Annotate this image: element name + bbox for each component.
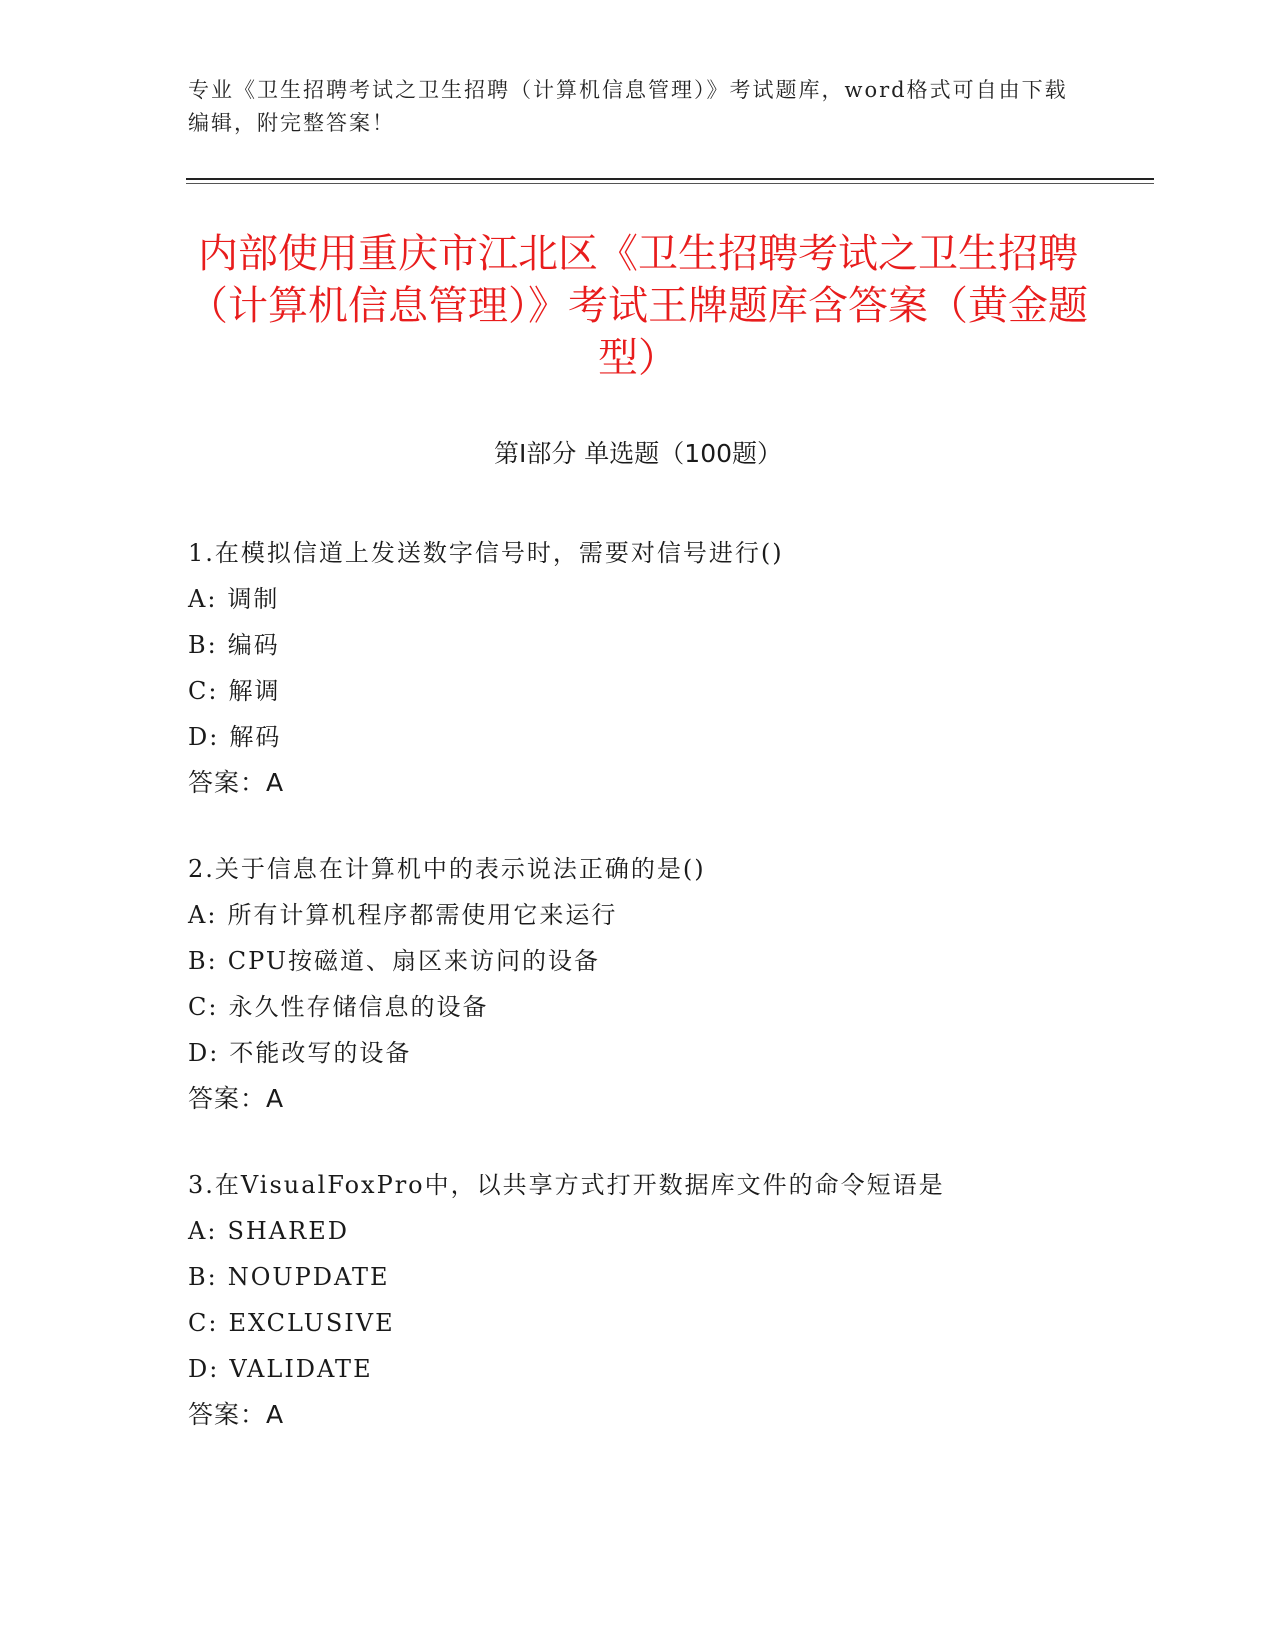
option-text: 不能改写的设备: [229, 1039, 412, 1067]
question-stem: 1.在模拟信道上发送数字信号时，需要对信号进行(): [188, 539, 784, 567]
option-d: D: 解码: [188, 714, 1148, 760]
question-2: [188, 846, 1148, 1122]
question-3: [188, 1162, 1148, 1438]
question-stem: 2.关于信息在计算机中的表示说法正确的是(): [188, 855, 706, 883]
option-text: 永久性存储信息的设备: [228, 993, 489, 1021]
option-letter: D: [188, 1039, 210, 1067]
option-letter: C: [188, 1309, 209, 1337]
option-letter: D: [188, 723, 210, 751]
option-letter: A: [188, 585, 208, 613]
option-text: CPU按磁道、扇区来访问的设备: [227, 947, 601, 975]
option-letter: B: [188, 631, 208, 659]
option-text: NOUPDATE: [227, 1263, 390, 1291]
option-d: D: 不能改写的设备: [188, 1030, 1148, 1076]
answer-line: 答案：A: [188, 1400, 285, 1429]
option-letter: C: [188, 993, 209, 1021]
header-divider-thin: [186, 183, 1154, 184]
option-text: EXCLUSIVE: [228, 1309, 395, 1337]
question-list: [188, 530, 1148, 1478]
question-1: [188, 530, 1148, 806]
option-b: B: 编码: [188, 622, 1148, 668]
option-letter: B: [188, 1263, 208, 1291]
option-letter: B: [188, 947, 208, 975]
option-letter: D: [188, 1355, 210, 1383]
option-c: C: 永久性存储信息的设备: [188, 984, 1148, 1030]
answer-line: 答案：A: [188, 768, 285, 797]
option-letter: C: [188, 677, 209, 705]
option-a: A: 所有计算机程序都需使用它来运行: [188, 892, 1148, 938]
option-text: 所有计算机程序都需使用它来运行: [227, 901, 618, 929]
option-text: 调制: [227, 585, 280, 613]
option-text: 编码: [227, 631, 280, 659]
option-b: B: NOUPDATE: [188, 1254, 1148, 1300]
option-c: C: 解调: [188, 668, 1148, 714]
option-a: A: 调制: [188, 576, 1148, 622]
answer-line: 答案：A: [188, 1084, 285, 1113]
option-text: 解调: [228, 677, 281, 705]
option-text: VALIDATE: [229, 1355, 373, 1383]
section-title: 第Ⅰ部分 单选题（100题）: [493, 439, 783, 468]
option-c: C: EXCLUSIVE: [188, 1300, 1148, 1346]
option-letter: A: [188, 901, 208, 929]
header-divider-thick: [186, 178, 1154, 180]
header-note: 专业《卫生招聘考试之卫生招聘（计算机信息管理）》考试题库，word格式可自由下载编辑，附完整答案！: [188, 78, 1068, 135]
option-b: B: CPU按磁道、扇区来访问的设备: [188, 938, 1148, 984]
document-title: 内部使用重庆市江北区《卫生招聘考试之卫生招聘（计算机信息管理）》考试王牌题库含答案（黄金题型）: [188, 231, 1088, 381]
option-text: SHARED: [227, 1217, 349, 1245]
option-letter: A: [188, 1217, 208, 1245]
option-d: D: VALIDATE: [188, 1346, 1148, 1392]
option-text: 解码: [229, 723, 282, 751]
option-a: A: SHARED: [188, 1208, 1148, 1254]
question-stem: 3.在VisualFoxPro中，以共享方式打开数据库文件的命令短语是: [188, 1171, 945, 1199]
